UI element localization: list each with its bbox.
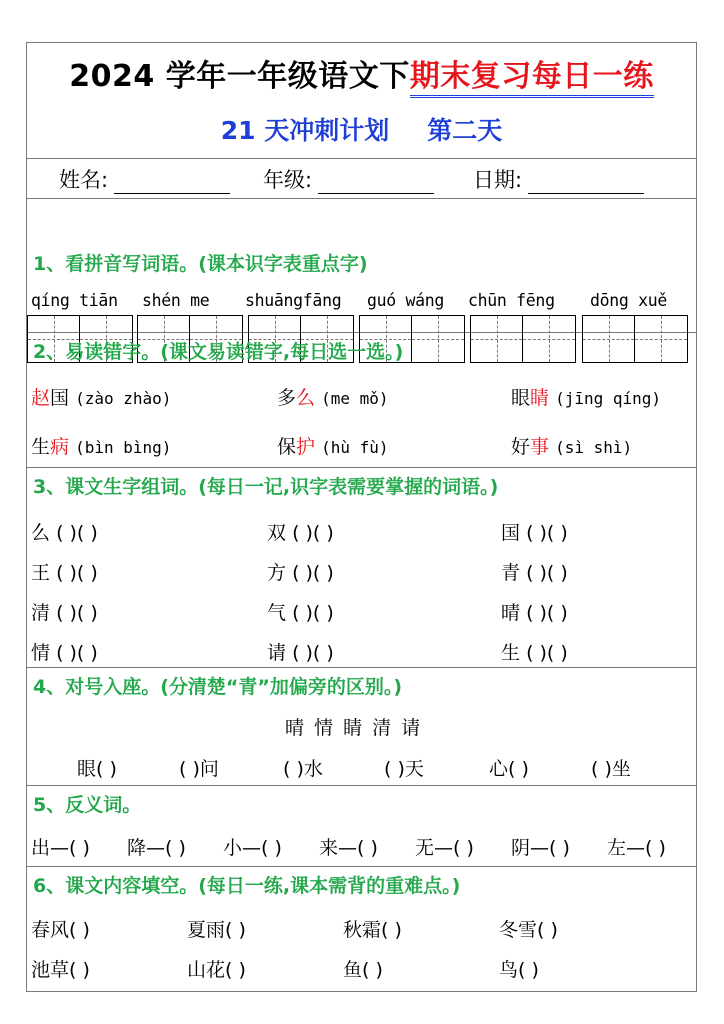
match-item[interactable]: ( )天 <box>384 758 424 780</box>
worksheet <box>26 42 697 992</box>
match-item[interactable]: 眼( ) <box>77 758 117 780</box>
word-item[interactable]: 么 ( )( ) <box>31 522 98 544</box>
fill-item[interactable]: 夏雨( ) <box>187 919 246 941</box>
antonym-item[interactable]: 左—( ) <box>607 837 666 859</box>
section-misread-chars <box>27 333 696 468</box>
day-label: 第二天 <box>427 116 503 145</box>
name-field[interactable]: 姓名: <box>59 164 230 194</box>
fill-item[interactable]: 秋霜( ) <box>343 919 402 941</box>
word-item[interactable]: 双 ( )( ) <box>267 522 334 544</box>
pinyin-label: shuāngfāng <box>245 291 342 310</box>
section-title: 3、课文生字组词。(每日一记,识字表需要掌握的词语。) <box>33 476 499 498</box>
subtitle <box>27 111 696 147</box>
title-block <box>27 43 696 159</box>
plan-label: 21 天冲刺计划 <box>220 116 390 145</box>
word-item[interactable]: 清 ( )( ) <box>31 602 98 624</box>
title-highlight: 期末复习每日一练 <box>410 59 654 98</box>
match-item[interactable]: ( )坐 <box>591 758 631 780</box>
misread-item[interactable]: 生病 (bìn bìng) <box>31 436 172 458</box>
fill-item[interactable]: 冬雪( ) <box>499 919 558 941</box>
word-item[interactable]: 晴 ( )( ) <box>501 602 568 624</box>
word-item[interactable]: 方 ( )( ) <box>267 562 334 584</box>
pinyin-label: qíng tiān <box>31 291 118 310</box>
section-match-radicals <box>27 668 696 786</box>
word-item[interactable]: 生 ( )( ) <box>501 642 568 664</box>
section-title: 1、看拼音写词语。(课本识字表重点字) <box>33 253 368 275</box>
pinyin-label: dōng xuě <box>590 291 668 310</box>
antonym-item[interactable]: 无—( ) <box>415 837 474 859</box>
misread-item[interactable]: 保护 (hù fù) <box>277 436 389 458</box>
match-item[interactable]: 心( ) <box>489 758 529 780</box>
section-pinyin-writing <box>27 199 696 333</box>
pinyin-label: shén me <box>142 291 210 310</box>
antonym-item[interactable]: 来—( ) <box>319 837 378 859</box>
section-title: 4、对号入座。(分清楚“青”加偏旁的区别。) <box>33 676 403 698</box>
fill-item[interactable]: 池草( ) <box>31 959 90 981</box>
word-item[interactable]: 情 ( )( ) <box>31 642 98 664</box>
misread-item[interactable]: 多么 (me mǒ) <box>277 387 389 409</box>
date-field[interactable]: 日期: <box>473 164 644 194</box>
match-item[interactable]: ( )水 <box>283 758 323 780</box>
section-title: 6、课文内容填空。(每日一练,课本需背的重难点。) <box>33 875 461 897</box>
pinyin-label: chūn fēng <box>468 291 555 310</box>
worksheet-title: 2024 学年一年级语文下期末复习每日一练 <box>27 51 696 95</box>
option-chars: 晴 情 睛 清 请 <box>285 717 423 739</box>
misread-item[interactable]: 眼睛 (jīng qíng) <box>511 387 662 409</box>
word-item[interactable]: 国 ( )( ) <box>501 522 568 544</box>
section-word-building <box>27 468 696 668</box>
grade-field[interactable]: 年级: <box>263 164 434 194</box>
antonym-item[interactable]: 出—( ) <box>31 837 90 859</box>
word-item[interactable]: 王 ( )( ) <box>31 562 98 584</box>
word-item[interactable]: 请 ( )( ) <box>267 642 334 664</box>
misread-item[interactable]: 好事 (sì shì) <box>511 436 633 458</box>
word-item[interactable]: 气 ( )( ) <box>267 602 334 624</box>
student-info <box>27 159 696 199</box>
pinyin-label: guó wáng <box>367 291 445 310</box>
section-title: 2、易读错字。(课文易读错字,每日选一选。) <box>33 341 404 363</box>
fill-item[interactable]: 春风( ) <box>31 919 90 941</box>
section-title: 5、反义词。 <box>33 794 142 816</box>
section-antonyms <box>27 786 696 867</box>
fill-item[interactable]: 鱼( ) <box>343 959 383 981</box>
misread-item[interactable]: 赵国 (zào zhào) <box>31 387 172 409</box>
section-text-fill <box>27 867 696 993</box>
word-item[interactable]: 青 ( )( ) <box>501 562 568 584</box>
antonym-item[interactable]: 小—( ) <box>223 837 282 859</box>
match-item[interactable]: ( )问 <box>179 758 219 780</box>
antonym-item[interactable]: 降—( ) <box>127 837 186 859</box>
fill-item[interactable]: 鸟( ) <box>499 959 539 981</box>
fill-item[interactable]: 山花( ) <box>187 959 246 981</box>
antonym-item[interactable]: 阴—( ) <box>511 837 570 859</box>
